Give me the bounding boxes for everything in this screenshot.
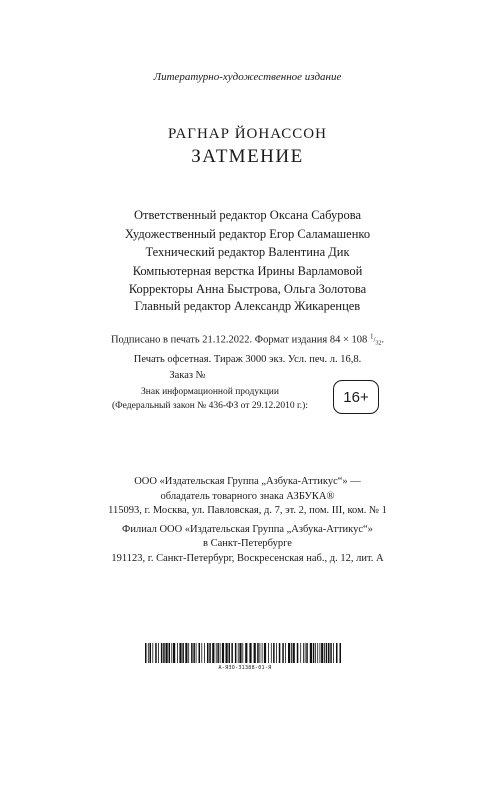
barcode-bar bbox=[150, 643, 152, 663]
barcode-bar bbox=[158, 643, 159, 663]
barcode-bar bbox=[300, 643, 301, 663]
publisher-line: 191123, г. Санкт-Петербург, Воскресенская наб., д. 12, лит. А bbox=[111, 552, 384, 564]
barcode-bar bbox=[152, 643, 153, 663]
barcode-bar bbox=[249, 643, 251, 663]
book-author: РАГНАР ЙОНАССОН bbox=[168, 126, 327, 142]
print-specs-line-1: Подписано в печать 21.12.2022. Формат издания 84 × 108 $^1/_{32}$. bbox=[110, 333, 385, 347]
barcode-bar bbox=[166, 643, 168, 663]
barcode-bar bbox=[254, 643, 256, 663]
print-specs bbox=[0, 329, 495, 384]
barcode-bar bbox=[171, 643, 172, 663]
book-title: ЗАТМЕНИЕ bbox=[191, 146, 304, 167]
barcode-bar bbox=[268, 643, 269, 663]
age-rating-text: 16+ bbox=[343, 388, 369, 406]
barcode-bar bbox=[291, 643, 292, 663]
barcode-bar bbox=[229, 643, 231, 663]
barcode-bar bbox=[185, 643, 187, 663]
barcode-bar bbox=[217, 643, 219, 663]
publisher-line: в Санкт-Петербурге bbox=[203, 538, 292, 549]
barcode-bar bbox=[173, 643, 175, 663]
barcode-bar bbox=[326, 643, 328, 663]
print-specs-line-3: Заказ № bbox=[169, 369, 206, 381]
publisher-line: Филиал ООО «Издательская Группа „Азбука-Аттикус“» bbox=[122, 523, 373, 535]
barcode-bar bbox=[271, 643, 272, 663]
barcode-bar bbox=[273, 643, 275, 663]
chief-editor: Главный редактор Александр Жикаренцев bbox=[134, 299, 361, 313]
barcode-bar bbox=[163, 643, 165, 663]
credits-list bbox=[0, 206, 495, 299]
info-product-label bbox=[95, 385, 325, 413]
barcode-bar bbox=[182, 643, 184, 663]
barcode-bar bbox=[317, 643, 318, 663]
barcode-bar bbox=[321, 643, 323, 663]
format-fraction: $^1/_{32}$ bbox=[369, 333, 382, 347]
barcode-bar bbox=[282, 643, 284, 663]
barcode-bar bbox=[276, 643, 277, 663]
barcode-bar bbox=[313, 643, 315, 663]
barcode-bar bbox=[297, 643, 299, 663]
info-product-line-2: (Федеральный закон № 436-ФЗ от 29.12.2010 г.): bbox=[112, 401, 308, 411]
barcode-bar bbox=[310, 643, 312, 663]
barcode-bar bbox=[196, 643, 197, 663]
barcode-bar bbox=[179, 643, 181, 663]
barcode-bar bbox=[204, 643, 205, 663]
barcode-bar bbox=[340, 643, 342, 663]
barcode-bar bbox=[191, 643, 193, 663]
barcode-bars bbox=[145, 643, 345, 663]
barcode-bar bbox=[201, 643, 202, 663]
barcode-bar bbox=[262, 643, 263, 663]
print-specs-line-2: Печать офсетная. Тираж 3000 экз. Усл. печ. л. 16,8. bbox=[133, 353, 362, 365]
publisher-line: 115093, г. Москва, ул. Павловская, д. 7, эт. 2, пом. III, ком. № 1 bbox=[108, 505, 387, 516]
barcode-bar bbox=[285, 643, 286, 663]
barcode-bar bbox=[336, 643, 338, 663]
barcode-bar bbox=[148, 643, 149, 663]
barcode-bar bbox=[145, 643, 147, 663]
barcode-bar bbox=[279, 643, 281, 663]
barcode-bar bbox=[303, 643, 304, 663]
barcode-bar bbox=[226, 643, 228, 663]
barcode-bar bbox=[306, 643, 308, 663]
barcode bbox=[145, 643, 345, 671]
barcode-bar bbox=[161, 643, 163, 663]
barcode-bar bbox=[264, 643, 266, 663]
barcode-bar bbox=[315, 643, 316, 663]
barcode-bar bbox=[231, 643, 233, 663]
barcode-bar bbox=[320, 643, 321, 663]
credit-line: Компьютерная верстка Ирины Варламовой bbox=[132, 263, 363, 278]
barcode-bar bbox=[188, 643, 189, 663]
barcode-bar bbox=[288, 643, 290, 663]
barcode-bar bbox=[260, 643, 261, 663]
barcode-bar bbox=[239, 643, 241, 663]
barcode-bar bbox=[222, 643, 224, 663]
barcode-bar bbox=[333, 643, 334, 663]
barcode-bar bbox=[257, 643, 259, 663]
barcode-bar bbox=[293, 643, 295, 663]
barcode-bar bbox=[207, 643, 209, 663]
barcode-bar bbox=[242, 643, 243, 663]
barcode-bar bbox=[245, 643, 247, 663]
barcode-bar bbox=[212, 643, 214, 663]
barcode-bar bbox=[305, 643, 306, 663]
barcode-bar bbox=[220, 643, 221, 663]
barcode-bar bbox=[209, 643, 211, 663]
barcode-bar bbox=[199, 643, 201, 663]
edition-type: Литературно-художественное издание bbox=[153, 71, 342, 83]
barcode-bar bbox=[235, 643, 237, 663]
barcode-code: А-ЯЗО-31388-01-Я bbox=[218, 665, 272, 671]
barcode-bar bbox=[177, 643, 178, 663]
barcode-bar bbox=[169, 643, 171, 663]
barcode-bar bbox=[155, 643, 157, 663]
info-product-line-1: Знак информационной продукции bbox=[141, 387, 279, 397]
age-rating-badge bbox=[333, 380, 379, 414]
barcode-bar bbox=[330, 643, 332, 663]
publisher-line: ООО «Издательская Группа „Азбука-Аттикус“» — bbox=[134, 476, 361, 487]
barcode-bar bbox=[216, 643, 217, 663]
publisher-info bbox=[0, 475, 495, 566]
credit-line: Технический редактор Валентина Дик bbox=[145, 245, 350, 259]
credit-line: Ответственный редактор Оксана Сабурова bbox=[133, 208, 362, 222]
barcode-bar bbox=[324, 643, 325, 663]
barcode-bar bbox=[328, 643, 330, 663]
publisher-line: обладатель товарного знака АЗБУКА® bbox=[160, 490, 335, 502]
barcode-bar bbox=[193, 643, 195, 663]
credit-line: Корректоры Анна Быстрова, Ольга Золотова bbox=[128, 282, 367, 296]
credit-line: Художественный редактор Егор Саламашенко bbox=[124, 226, 371, 241]
barcode-bar bbox=[238, 643, 239, 663]
